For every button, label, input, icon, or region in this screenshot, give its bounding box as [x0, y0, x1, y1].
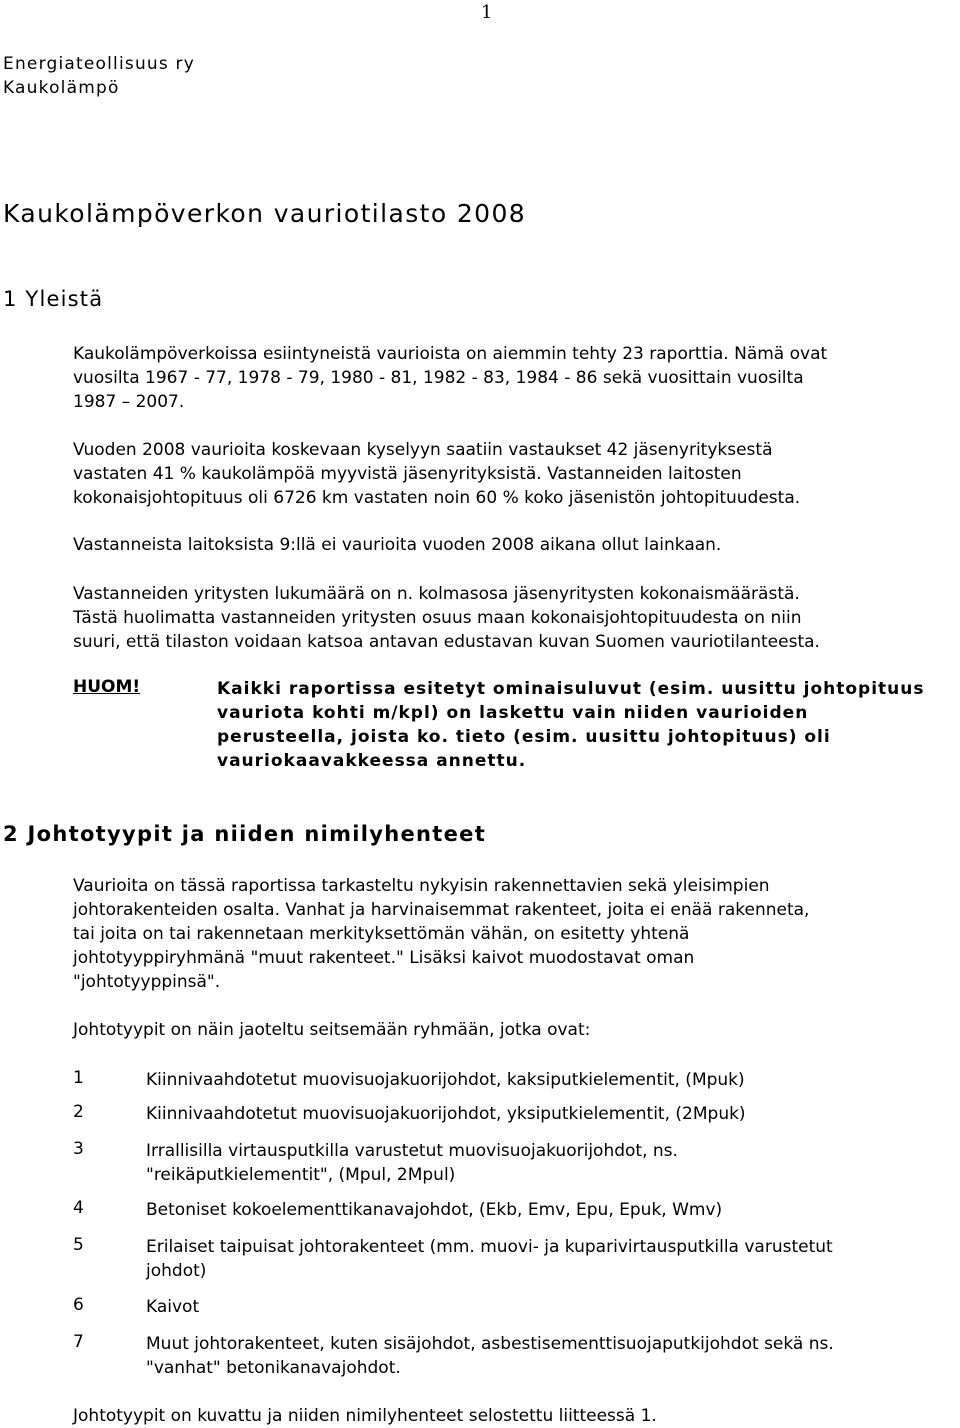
text-line: 1987 – 2007. — [73, 392, 185, 412]
note-text — [217, 677, 925, 773]
text-line: Irrallisilla virtausputkilla varustetut muovisuojakuorijohdot, ns. — [146, 1141, 678, 1161]
list-item-number: 5 — [73, 1235, 84, 1255]
list-item — [146, 1235, 833, 1283]
section-2-paragraph-2 — [73, 1018, 590, 1042]
section-2-paragraph-1 — [73, 874, 809, 994]
text-line: Kaukolämpöverkoissa esiintyneistä vaurioista on aiemmin tehty 23 raporttia. Nämä ovat — [73, 344, 828, 364]
text-line: Vastanneista laitoksista 9:llä ei vaurioita vuoden 2008 aikana ollut lainkaan. — [73, 535, 722, 555]
text-line: Kiinnivaahdotetut muovisuojakuorijohdot, kaksiputkielementit, (Mpuk) — [146, 1070, 745, 1090]
page-number: 1 — [481, 2, 493, 23]
text-line: johdot) — [146, 1261, 207, 1281]
text-line: vauriokaavakkeessa annettu. — [217, 751, 527, 771]
section-2-heading: 2 Johtotyypit ja niiden nimilyhenteet — [3, 822, 487, 846]
list-item — [146, 1102, 746, 1126]
text-line: vauriota kohti m/kpl) on laskettu vain niiden vaurioiden — [217, 703, 809, 723]
note-label: HUOM! — [73, 677, 141, 697]
text-line: Betoniset kokoelementtikanavajohdot, (Ekb, Emv, Epu, Epuk, Wmv) — [146, 1200, 723, 1220]
org-unit: Kaukolämpö — [3, 78, 120, 98]
list-item-number: 4 — [73, 1198, 84, 1218]
list-item-number: 2 — [73, 1102, 84, 1122]
section-1-paragraph-1 — [73, 342, 827, 414]
section-1-heading: 1 Yleistä — [3, 287, 104, 311]
text-line: tai joita on tai rakennetaan merkityksettömän vähän, on esitetty yhtenä — [73, 924, 690, 944]
text-line: Kiinnivaahdotetut muovisuojakuorijohdot, yksiputkielementit, (2Mpuk) — [146, 1104, 746, 1124]
org-name: Energiateollisuus ry — [3, 54, 196, 74]
text-line: Vastanneiden yritysten lukumäärä on n. kolmasosa jäsenyritysten kokonaismäärästä. — [73, 584, 800, 604]
list-item-number: 6 — [73, 1295, 84, 1315]
text-line: "johtotyyppinsä". — [73, 972, 221, 992]
text-line: Kaikki raportissa esitetyt ominaisuluvut (esim. uusittu johtopituus — [217, 679, 925, 699]
text-line: vastaten 41 % kaukolämpöä myyvistä jäsenyrityksistä. Vastanneiden laitosten — [73, 464, 742, 484]
text-line: Kaivot — [146, 1297, 200, 1317]
text-line: Johtotyypit on kuvattu ja niiden nimilyhenteet selostettu liitteessä 1. — [73, 1406, 657, 1426]
text-line: Tästä huolimatta vastanneiden yritysten osuus maan kokonaisjohtopituudesta on niin — [73, 608, 802, 628]
closing-paragraph — [73, 1404, 657, 1428]
text-line: suuri, että tilaston voidaan katsoa antavan edustavan kuvan Suomen vauriotilanteesta. — [73, 632, 820, 652]
text-line: johtotyyppiryhmänä "muut rakenteet." Lisäksi kaivot muodostavat oman — [73, 948, 695, 968]
list-item-number: 7 — [73, 1332, 84, 1352]
list-item — [146, 1139, 678, 1187]
text-line: vuosilta 1967 - 77, 1978 - 79, 1980 - 81, 1982 - 83, 1984 - 86 sekä vuosittain vuosilta — [73, 368, 804, 388]
list-item — [146, 1198, 722, 1222]
text-line: Vuoden 2008 vaurioita koskevaan kyselyyn saatiin vastaukset 42 jäsenyrityksestä — [73, 440, 773, 460]
section-1-paragraph-4 — [73, 582, 820, 654]
list-item — [146, 1332, 834, 1380]
document-title: Kaukolämpöverkon vauriotilasto 2008 — [3, 199, 527, 228]
text-line: "vanhat" betonikanavajohdot. — [146, 1358, 401, 1378]
text-line: Erilaiset taipuisat johtorakenteet (mm. muovi- ja kuparivirtausputkilla varustetut — [146, 1237, 833, 1257]
text-line: johtorakenteiden osalta. Vanhat ja harvinaisemmat rakenteet, joita ei enää rakenneta, — [73, 900, 810, 920]
list-item — [146, 1068, 745, 1092]
text-line: Johtotyypit on näin jaoteltu seitsemään ryhmään, jotka ovat: — [73, 1020, 591, 1040]
list-item — [146, 1295, 199, 1319]
list-item-number: 3 — [73, 1139, 84, 1159]
text-line: perusteella, joista ko. tieto (esim. uusittu johtopituus) oli — [217, 727, 831, 747]
text-line: Vaurioita on tässä raportissa tarkasteltu nykyisin rakennettavien sekä yleisimpien — [73, 876, 770, 896]
text-line: Muut johtorakenteet, kuten sisäjohdot, asbestisementtisuojaputkijohdot sekä ns. — [146, 1334, 834, 1354]
list-item-number: 1 — [73, 1068, 84, 1088]
section-1-paragraph-2 — [73, 438, 800, 510]
text-line: "reikäputkielementit", (Mpul, 2Mpul) — [146, 1165, 456, 1185]
text-line: kokonaisjohtopituus oli 6726 km vastaten noin 60 % koko jäsenistön johtopituudesta. — [73, 488, 801, 508]
section-1-paragraph-3 — [73, 533, 721, 557]
